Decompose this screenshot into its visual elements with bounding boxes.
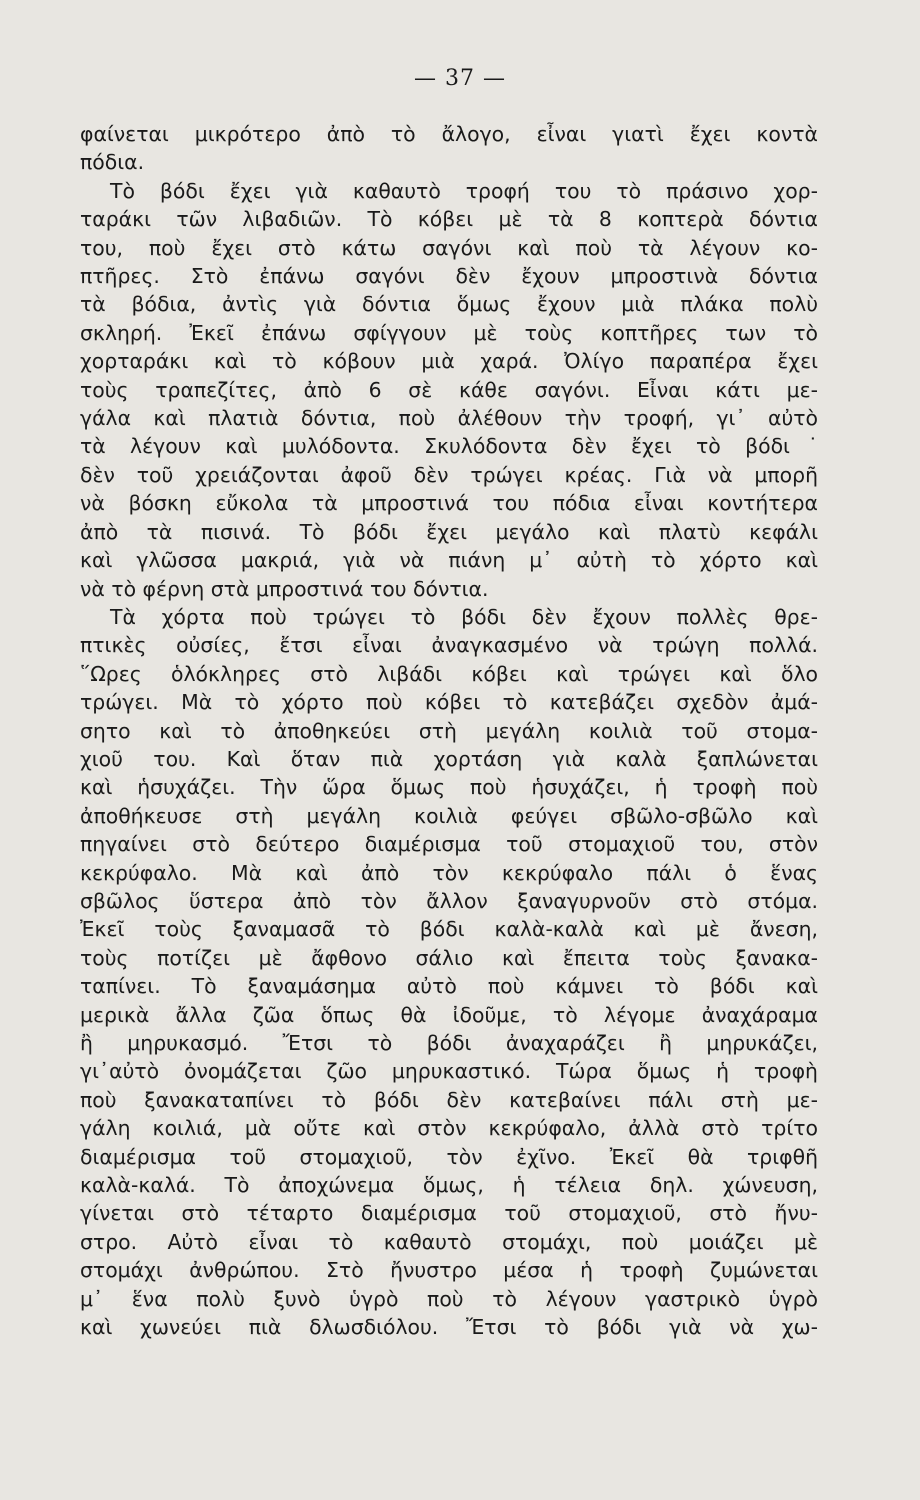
text-line: τοὺς τραπεζίτες, ἀπὸ 6 σὲ κάθε σαγόνι. Εἶναι κάτι με- (80, 377, 818, 402)
text-line: διαμέρισμα τοῦ στομαχιοῦ, τὸν ἐχῖνο. Ἐκεῖ θὰ τριφθῆ (80, 1144, 818, 1169)
text-line: στομάχι ἀνθρώπου. Στὸ ἤνυστρο μέσα ἡ τροφὴ ζυμώνεται (80, 1258, 818, 1283)
text-line: καλὰ-καλά. Τὸ ἀποχώνεμα ὅμως, ἡ τέλεια δηλ. χώνευση, (80, 1173, 818, 1198)
text-line: γάλα καὶ πλατιὰ δόντια, ποὺ ἀλέθουν τὴν τροφή, γι᾿ αὐτὸ (80, 406, 818, 431)
text-line: μερικὰ ἄλλα ζῶα ὅπως θὰ ἰδοῦμε, τὸ λέγομε ἀναχάραμα (80, 1002, 818, 1027)
text-line: Ἐκεῖ τοὺς ξαναμασᾶ τὸ βόδι καλὰ-καλὰ καὶ μὲ ἄνεση, (80, 917, 818, 942)
text-line: πόδια. (80, 150, 145, 175)
text-line: καὶ χωνεύει πιὰ δλωσδιόλου. Ἔτσι τὸ βόδι γιὰ νὰ χω- (80, 1315, 818, 1340)
text-line: γίνεται στὸ τέταρτο διαμέρισμα τοῦ στομαχιοῦ, στὸ ἤνυ- (80, 1201, 818, 1226)
text-line: χιοῦ του. Καὶ ὅταν πιὰ χορτάση γιὰ καλὰ ξαπλώνεται (80, 746, 818, 771)
page-number: — 37 — (414, 66, 506, 91)
text-line: δὲν τοῦ χρειάζονται ἀφοῦ δὲν τρώγει κρέας. Γιὰ νὰ μπορῆ (80, 462, 818, 487)
text-line: σητο καὶ τὸ ἀποθηκεύει στὴ μεγάλη κοιλιὰ τοῦ στομα- (80, 718, 818, 743)
text-line: ταπίνει. Τὸ ξαναμάσημα αὐτὸ ποὺ κάμνει τὸ βόδι καὶ (80, 974, 818, 999)
text-line: νὰ τὸ φέρνη στὰ μπροστινά του δόντια. (80, 576, 489, 601)
body-text (80, 120, 818, 1341)
text-line: γάλη κοιλιά, μὰ οὔτε καὶ στὸν κεκρύφαλο, ἀλλὰ στὸ τρίτο (80, 1116, 818, 1141)
text-line: ταράκι τῶν λιβαδιῶν. Τὸ κόβει μὲ τὰ 8 κοπτερὰ δόντια (80, 207, 818, 232)
text-line: ἀποθήκευσε στὴ μεγάλη κοιλιὰ φεύγει σβῶλο-σβῶλο καὶ (80, 803, 818, 828)
text-line: ἀπὸ τὰ πισινά. Τὸ βόδι ἔχει μεγάλο καὶ πλατὺ κεφάλι (80, 519, 818, 544)
text-line: τὰ βόδια, ἀντὶς γιὰ δόντια ὅμως ἔχουν μιὰ πλάκα πολὺ (80, 292, 818, 317)
text-line: ποὺ ξανακαταπίνει τὸ βόδι δὲν κατεβαίνει πάλι στὴ με- (80, 1087, 818, 1112)
text-line: τοὺς ποτίζει μὲ ἄφθονο σάλιο καὶ ἔπειτα τοὺς ξανακα- (80, 945, 818, 970)
text-line: Τὸ βόδι ἔχει γιὰ καθαυτὸ τροφή του τὸ πράσινο χορ- (110, 178, 818, 203)
text-line: πτικὲς οὐσίες, ἔτσι εἶναι ἀναγκασμένο νὰ τρώγη πολλά. (80, 633, 818, 658)
text-line: στρο. Αὐτὸ εἶναι τὸ καθαυτὸ στομάχι, ποὺ μοιάζει μὲ (80, 1229, 818, 1254)
text-line: τὰ λέγουν καὶ μυλόδοντα. Σκυλόδοντα δὲν ἔχει τὸ βόδι˙ (80, 434, 818, 459)
text-line: του, ποὺ ἔχει στὸ κάτω σαγόνι καὶ ποὺ τὰ λέγουν κο- (80, 235, 818, 260)
text-line: μ᾿ ἕνα πολὺ ξυνὸ ὑγρὸ ποὺ τὸ λέγουν γαστρικὸ ὑγρὸ (80, 1286, 818, 1311)
text-line: σβῶλος ὕστερα ἀπὸ τὸν ἄλλον ξαναγυρνοῦν στὸ στόμα. (80, 888, 818, 913)
text-line: κεκρύφαλο. Μὰ καὶ ἀπὸ τὸν κεκρύφαλο πάλι ὁ ἕνας (80, 860, 818, 885)
text-line: πηγαίνει στὸ δεύτερο διαμέρισμα τοῦ στομαχιοῦ του, στὸν (80, 832, 818, 857)
text-line: καὶ γλῶσσα μακριά, γιὰ νὰ πιάνη μ᾿ αὐτὴ τὸ χόρτο καὶ (80, 548, 818, 573)
text-line: ἢ μηρυκασμό. Ἔτσι τὸ βόδι ἀναχαράζει ἢ μηρυκάζει, (80, 1031, 818, 1055)
text-line: χορταράκι καὶ τὸ κόβουν μιὰ χαρά. Ὀλίγο παραπέρα ἔχει (80, 349, 818, 374)
text-line: σκληρή. Ἐκεῖ ἐπάνω σφίγγουν μὲ τοὺς κοπτῆρες των τὸ (80, 320, 818, 345)
text-line: ῞Ωρες ὁλόκληρες στὸ λιβάδι κόβει καὶ τρώγει καὶ ὅλο (80, 661, 818, 686)
text-line: πτῆρες. Στὸ ἐπάνω σαγόνι δὲν ἔχουν μπροστινὰ δόντια (80, 264, 818, 289)
text-line: γι᾿αὐτὸ ὀνομάζεται ζῶο μηρυκαστικό. Τώρα ὅμως ἡ τροφὴ (80, 1059, 818, 1084)
text-line: καὶ ἡσυχάζει. Τὴν ὥρα ὅμως ποὺ ἡσυχάζει, ἡ τροφὴ ποὺ (80, 775, 818, 800)
text-line: Τὰ χόρτα ποὺ τρώγει τὸ βόδι δὲν ἔχουν πολλὲς θρε- (110, 604, 818, 629)
text-line: νὰ βόσκη εὔκολα τὰ μπροστινά του πόδια εἶναι κοντήτερα (80, 491, 818, 516)
text-line: τρώγει. Μὰ τὸ χόρτο ποὺ κόβει τὸ κατεβάζει σχεδὸν ἀμά- (80, 690, 818, 715)
text-line: φαίνεται μικρότερο ἀπὸ τὸ ἄλογο, εἶναι γιατὶ ἔχει κοντὰ (80, 122, 818, 146)
